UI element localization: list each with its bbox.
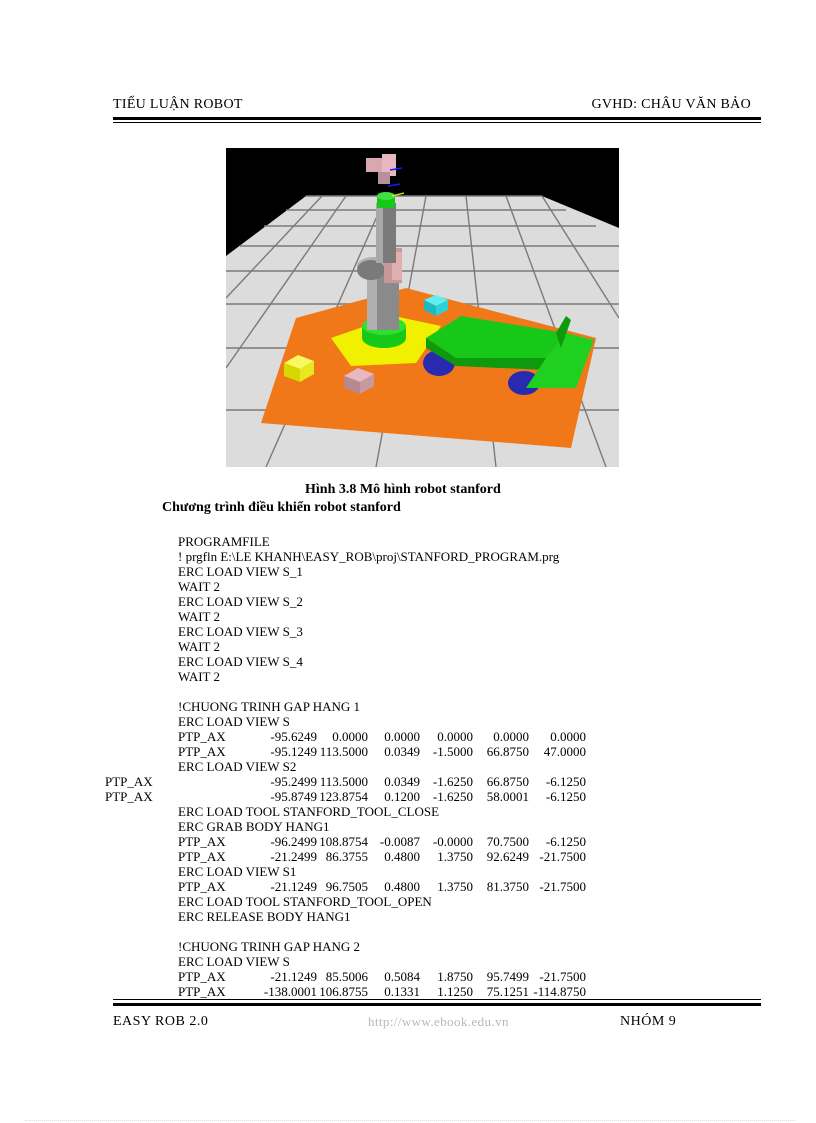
code-value: 113.5000 [319, 774, 368, 789]
footer-url[interactable]: http://www.ebook.edu.vn [368, 1014, 509, 1029]
code-text: ERC LOAD VIEW S1 [178, 864, 297, 879]
code-line [0, 879, 816, 894]
code-line [0, 834, 816, 849]
header-rule-thin [113, 122, 761, 123]
code-line [0, 639, 816, 654]
code-line [0, 939, 816, 954]
code-value: -21.1249 [270, 879, 317, 894]
code-value: -95.6249 [270, 729, 317, 744]
code-value: -0.0087 [379, 834, 420, 849]
code-value: 70.7500 [486, 834, 529, 849]
code-value: 95.7499 [486, 969, 529, 984]
code-value: -21.7500 [539, 849, 586, 864]
code-value: -95.8749 [270, 789, 317, 804]
code-value: 1.3750 [437, 849, 473, 864]
header-instructor: GVHD: CHÂU VĂN BẢO [591, 97, 751, 112]
code-value: -95.2499 [270, 774, 317, 789]
code-line [0, 804, 816, 819]
code-line [0, 954, 816, 969]
code-line [0, 699, 816, 714]
code-value: -95.1249 [270, 744, 317, 759]
footer-rule-thin [113, 999, 761, 1000]
code-value: 1.8750 [437, 969, 473, 984]
code-value: -96.2499 [270, 834, 317, 849]
footer-group: NHÓM 9 [620, 1014, 677, 1029]
code-line [0, 579, 816, 594]
code-line [0, 624, 816, 639]
code-value: -21.7500 [539, 879, 586, 894]
code-text: WAIT 2 [178, 609, 221, 624]
robot-stanford-figure [226, 148, 619, 467]
code-text: WAIT 2 [178, 639, 221, 654]
code-line [0, 969, 816, 984]
code-value: 108.8754 [319, 834, 368, 849]
code-text: ERC LOAD VIEW S2 [178, 759, 297, 774]
code-text: ERC LOAD VIEW S [178, 954, 290, 969]
code-value: -1.5000 [432, 744, 473, 759]
code-value: 81.3750 [486, 879, 529, 894]
code-command: PTP_AX [178, 729, 226, 744]
header-left-title: TIỂU LUẬN ROBOT [113, 97, 243, 112]
code-value: 0.0349 [384, 744, 420, 759]
code-line [0, 984, 816, 999]
code-line [0, 549, 816, 564]
code-line [0, 819, 816, 834]
page-edge-dotted-line [25, 1120, 795, 1121]
code-value: 113.5000 [319, 744, 368, 759]
code-command: PTP_AX [178, 984, 226, 999]
code-value: -1.6250 [432, 789, 473, 804]
code-text: ERC LOAD VIEW S_2 [178, 594, 303, 609]
code-line [0, 924, 816, 939]
code-text: WAIT 2 [178, 579, 221, 594]
code-value: -1.6250 [432, 774, 473, 789]
code-command: PTP_AX [105, 789, 153, 804]
code-text: ERC LOAD VIEW S_4 [178, 654, 303, 669]
code-text: WAIT 2 [178, 669, 221, 684]
code-text: !CHUONG TRINH GAP HANG 1 [178, 699, 360, 714]
code-value: -6.1250 [545, 774, 586, 789]
code-line [0, 714, 816, 729]
code-value: 0.1200 [384, 789, 420, 804]
code-value: 0.0000 [384, 729, 420, 744]
code-value: 0.4800 [384, 879, 420, 894]
code-text: ERC LOAD VIEW S [178, 714, 290, 729]
code-command: PTP_AX [105, 774, 153, 789]
robot-scene-illustration [226, 148, 619, 467]
code-value: 1.1250 [437, 984, 473, 999]
code-text: ERC GRAB BODY HANG1 [178, 819, 330, 834]
code-value: -6.1250 [545, 834, 586, 849]
code-value: -21.7500 [539, 969, 586, 984]
code-value: 85.5006 [325, 969, 368, 984]
code-line [0, 789, 816, 804]
code-value: 86.3755 [325, 849, 368, 864]
code-line [0, 564, 816, 579]
code-value: 0.0000 [550, 729, 586, 744]
code-text: ERC LOAD VIEW S_3 [178, 624, 303, 639]
code-value: 0.0349 [384, 774, 420, 789]
code-command: PTP_AX [178, 969, 226, 984]
code-value: 0.4800 [384, 849, 420, 864]
code-command: PTP_AX [178, 744, 226, 759]
code-value: 92.6249 [486, 849, 529, 864]
code-text: ERC LOAD TOOL STANFORD_TOOL_OPEN [178, 894, 432, 909]
code-value: -0.0000 [432, 834, 473, 849]
code-command: PTP_AX [178, 849, 226, 864]
code-value: 58.0001 [486, 789, 529, 804]
code-line [0, 609, 816, 624]
code-line [0, 729, 816, 744]
code-value: 0.0000 [493, 729, 529, 744]
code-value: 66.8750 [486, 744, 529, 759]
section-title: Chương trình điều khiển robot stanford [162, 500, 401, 515]
code-value: -138.0001 [263, 984, 317, 999]
code-line [0, 894, 816, 909]
code-text: !CHUONG TRINH GAP HANG 2 [178, 939, 360, 954]
code-line [0, 669, 816, 684]
code-line [0, 774, 816, 789]
code-line [0, 684, 816, 699]
header-rule-thick [113, 117, 761, 120]
code-value: -6.1250 [545, 789, 586, 804]
code-value: 47.0000 [543, 744, 586, 759]
code-text: ERC LOAD VIEW S_1 [178, 564, 303, 579]
code-line [0, 744, 816, 759]
code-value: -21.2499 [270, 849, 317, 864]
code-text: ERC LOAD TOOL STANFORD_TOOL_CLOSE [178, 804, 440, 819]
code-value: 0.5084 [384, 969, 420, 984]
code-line [0, 594, 816, 609]
code-line [0, 909, 816, 924]
code-value: 0.0000 [437, 729, 473, 744]
code-line [0, 654, 816, 669]
code-text: PROGRAMFILE [178, 534, 270, 549]
footer-software: EASY ROB 2.0 [113, 1014, 209, 1029]
code-line [0, 849, 816, 864]
code-value: -21.1249 [270, 969, 317, 984]
code-value: 1.3750 [437, 879, 473, 894]
code-value: 123.8754 [319, 789, 368, 804]
code-value: 96.7505 [325, 879, 368, 894]
code-value: 66.8750 [486, 774, 529, 789]
code-command: PTP_AX [178, 834, 226, 849]
code-line [0, 864, 816, 879]
code-value: 106.8755 [319, 984, 368, 999]
code-command: PTP_AX [178, 879, 226, 894]
robot-gripper [366, 158, 382, 172]
code-line [0, 759, 816, 774]
footer-rule-thick [113, 1003, 761, 1006]
code-text: ERC RELEASE BODY HANG1 [178, 909, 351, 924]
code-value: 0.1331 [384, 984, 420, 999]
code-line [0, 534, 816, 549]
figure-caption: Hình 3.8 Mô hình robot stanford [305, 482, 501, 497]
code-value: 75.1251 [486, 984, 529, 999]
code-text: ! prgfln E:\LE KHANH\EASY_ROB\proj\STANFORD_PROGRAM.prg [178, 549, 560, 564]
code-value: -114.8750 [533, 984, 586, 999]
code-value: 0.0000 [332, 729, 368, 744]
